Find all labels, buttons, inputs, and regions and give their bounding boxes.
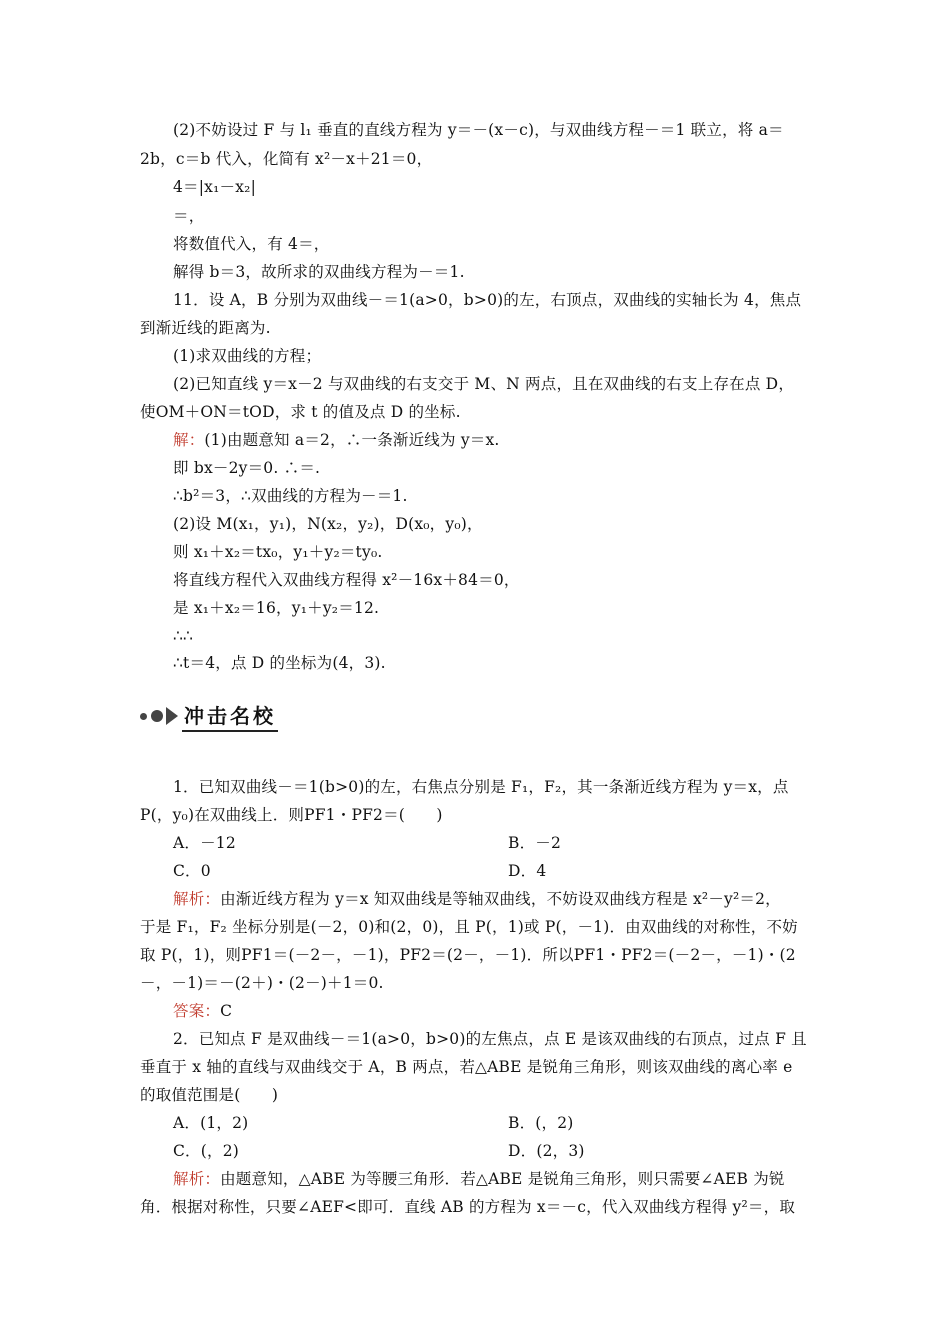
text-line: ＝， [173,207,205,225]
answer-value: C [220,1002,233,1020]
solution-line: (2)设 M(x₁，y₁)，N(x₂，y₂)，D(x₀，y₀)， [173,515,483,533]
text-line: 2b，c＝b 代入，化简有 x²－x＋21＝0， [140,150,433,168]
solution-line: 则 x₁＋x₂＝tx₀，y₁＋y₂＝ty₀. [173,543,383,561]
answer-line [173,998,845,1025]
section-title: 冲击名校 [182,700,278,732]
arrow-right-icon [166,707,178,725]
analysis-label: 解析： [173,890,221,908]
question-11-part1: (1)求双曲线的方程； [173,347,322,365]
answer-label: 答案： [173,1002,221,1020]
option-a: A．－12 [173,834,236,852]
bullet-dot-icon [140,713,147,720]
question-2-line: 的取值范围是( ) [140,1086,279,1104]
text-line: 解得 b＝3，故所求的双曲线方程为－＝1. [173,263,465,281]
text-line: (2)不妨设过 F 与 l₁ 垂直的直线方程为 y＝－(x－c)，与双曲线方程－＝1 联立，将 a＝ [173,121,784,139]
analysis-text: 由题意知，△ABE 为等腰三角形．若△ABE 是锐角三角形，则只需要∠AEB 为锐 [220,1170,785,1188]
question-11-line: 到渐近线的距离为. [140,319,271,337]
solution-line: 将直线方程代入双曲线方程得 x²－16x＋84＝0， [173,571,520,589]
analysis-text: 由渐近线方程为 y＝x 知双曲线是等轴双曲线，不妨设双曲线方程是 x²－y²＝2， [220,890,781,908]
option-d: D．(2，3) [508,1142,585,1160]
analysis-label: 解析： [173,1170,221,1188]
analysis-line: 取 P(，1)，则PF1＝(－2－，－1)，PF2＝(2－，－1)．所以PF1・PF2＝(－2－，－1)・(2 [140,946,796,964]
question-11-part2: (2)已知直线 y＝x－2 与双曲线的右支交于 M、N 两点，且在双曲线的右支上存在点 D， [173,375,795,393]
option-a: A．(1，2) [173,1114,249,1132]
solution-line: 是 x₁＋x₂＝16，y₁＋y₂＝12. [173,599,380,617]
option-d: D．4 [508,862,547,880]
solution-label: 解： [173,431,205,449]
solution-line: 即 bx－2y＝0. ∴＝. [173,459,321,477]
analysis-line: 于是 F₁，F₂ 坐标分别是(－2，0)和(2，0)，且 P(，1)或 P(，－1)．由双曲线的对称性，不妨 [140,918,798,936]
analysis-line [173,886,845,913]
question-1-line: 1．已知双曲线－＝1(b>0)的左，右焦点分别是 F₁，F₂，其一条渐近线方程为 y＝x，点 [173,778,789,796]
solution-line: ∴∴ [173,627,194,645]
question-1-line: P(，y₀)在双曲线上．则PF1・PF2＝( ) [140,806,443,824]
option-c: C．0 [173,862,211,880]
section-banner [140,700,278,732]
option-b: B．(，2) [508,1114,574,1132]
solution-line: ∴b²＝3，∴双曲线的方程为－＝1. [173,487,408,505]
question-11-line: 11．设 A，B 分别为双曲线－＝1(a>0，b>0)的左，右顶点，双曲线的实轴长为 4，焦点 [173,291,802,309]
question-11-part2: 使OM＋ON＝tOD，求 t 的值及点 D 的坐标. [140,403,461,421]
solution-text: (1)由题意知 a＝2，∴一条渐近线为 y＝x. [204,431,500,449]
text-line: 将数值代入，有 4＝， [173,235,330,253]
question-2-line: 垂直于 x 轴的直线与双曲线交于 A，B 两点，若△ABE 是锐角三角形，则该双曲线的离心率 e [140,1058,793,1076]
analysis-line [173,1166,845,1193]
option-b: B．－2 [508,834,562,852]
solution-line: ∴t＝4，点 D 的坐标为(4，3). [173,654,386,672]
analysis-line: －，－1)＝－(2＋)・(2－)＋1＝0. [140,974,384,992]
question-2-line: 2．已知点 F 是双曲线－＝1(a>0，b>0)的左焦点，点 E 是该双曲线的右顶点，过点 F 且 [173,1030,807,1048]
text-line: 4＝|x₁－x₂| [173,178,257,196]
option-c: C．(，2) [173,1142,240,1160]
solution-line [173,427,845,454]
analysis-line: 角．根据对称性，只要∠AEF<即可．直线 AB 的方程为 x＝－c，代入双曲线方程得 y²＝，取 [140,1198,796,1216]
bullet-dot-icon [151,710,163,722]
